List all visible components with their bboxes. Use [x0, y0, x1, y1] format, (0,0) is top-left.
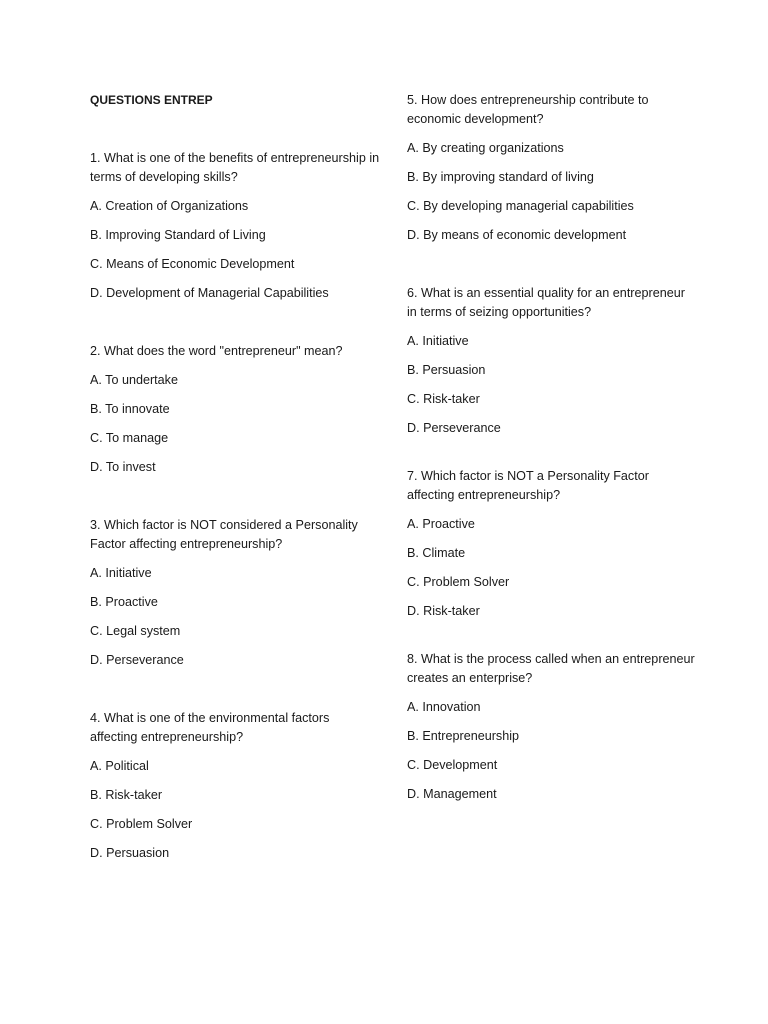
- answer-options: [90, 564, 380, 670]
- question-text: 5. How does entrepreneurship contribute to economic development?: [407, 93, 649, 126]
- answer-option: C. Problem Solver: [90, 817, 193, 831]
- answer-option: A. To undertake: [90, 373, 178, 387]
- answer-option: C. By developing managerial capabilities: [407, 199, 634, 213]
- question-text: 6. What is an essential quality for an entrepreneur in terms of seizing opportunities?: [407, 286, 685, 319]
- answer-options: [407, 515, 697, 621]
- answer-option: D. Perseverance: [407, 421, 501, 435]
- question-text: 4. What is one of the environmental factors affecting entrepreneurship?: [90, 711, 330, 744]
- answer-option: C. Risk-taker: [407, 392, 480, 406]
- question-8: [407, 650, 697, 804]
- question-5: [407, 91, 697, 245]
- answer-option: A. Innovation: [407, 700, 481, 714]
- question-text: 7. Which factor is NOT a Personality Factor affecting entrepreneurship?: [407, 469, 649, 502]
- answer-options: [407, 698, 697, 804]
- answer-option: B. Improving Standard of Living: [90, 228, 266, 242]
- question-7: [407, 467, 697, 621]
- question-text: 3. Which factor is NOT considered a Personality Factor affecting entrepreneurship?: [90, 518, 358, 551]
- answer-option: D. To invest: [90, 460, 156, 474]
- answer-option: D. Management: [407, 787, 497, 801]
- answer-options: [90, 757, 380, 863]
- document-title: QUESTIONS ENTREP: [90, 93, 213, 107]
- right-column: [407, 91, 697, 814]
- answer-option: B. Entrepreneurship: [407, 729, 520, 743]
- question-4: [90, 709, 380, 863]
- answer-option: C. To manage: [90, 431, 169, 445]
- question-2: [90, 342, 380, 477]
- answer-option: D. Risk-taker: [407, 604, 480, 618]
- answer-option: B. Proactive: [90, 595, 158, 609]
- answer-option: B. To innovate: [90, 402, 170, 416]
- answer-option: C. Problem Solver: [407, 575, 510, 589]
- question-1: [90, 149, 380, 303]
- answer-option: C. Means of Economic Development: [90, 257, 295, 271]
- answer-options: [90, 371, 380, 477]
- question-text: 2. What does the word "entrepreneur" mean?: [90, 344, 343, 358]
- answer-option: D. By means of economic development: [407, 228, 627, 242]
- answer-options: [90, 197, 380, 303]
- answer-option: C. Development: [407, 758, 498, 772]
- answer-option: A. Creation of Organizations: [90, 199, 249, 213]
- answer-option: C. Legal system: [90, 624, 181, 638]
- answer-option: A. Proactive: [407, 517, 475, 531]
- answer-option: A. By creating organizations: [407, 141, 564, 155]
- question-3: [90, 516, 380, 670]
- answer-option: B. Climate: [407, 546, 466, 560]
- question-text: 1. What is one of the benefits of entrepreneurship in terms of developing skills?: [90, 151, 380, 184]
- question-6: [407, 284, 697, 438]
- answer-options: [407, 332, 697, 438]
- answer-option: A. Initiative: [90, 566, 152, 580]
- question-text: 8. What is the process called when an entrepreneur creates an enterprise?: [407, 652, 695, 685]
- answer-options: [407, 139, 697, 245]
- answer-option: B. Risk-taker: [90, 788, 163, 802]
- answer-option: D. Development of Managerial Capabilities: [90, 286, 329, 300]
- answer-option: D. Perseverance: [90, 653, 184, 667]
- answer-option: A. Political: [90, 759, 149, 773]
- answer-option: D. Persuasion: [90, 846, 170, 860]
- answer-option: B. By improving standard of living: [407, 170, 594, 184]
- answer-option: A. Initiative: [407, 334, 469, 348]
- left-column: [90, 91, 380, 873]
- answer-option: B. Persuasion: [407, 363, 486, 377]
